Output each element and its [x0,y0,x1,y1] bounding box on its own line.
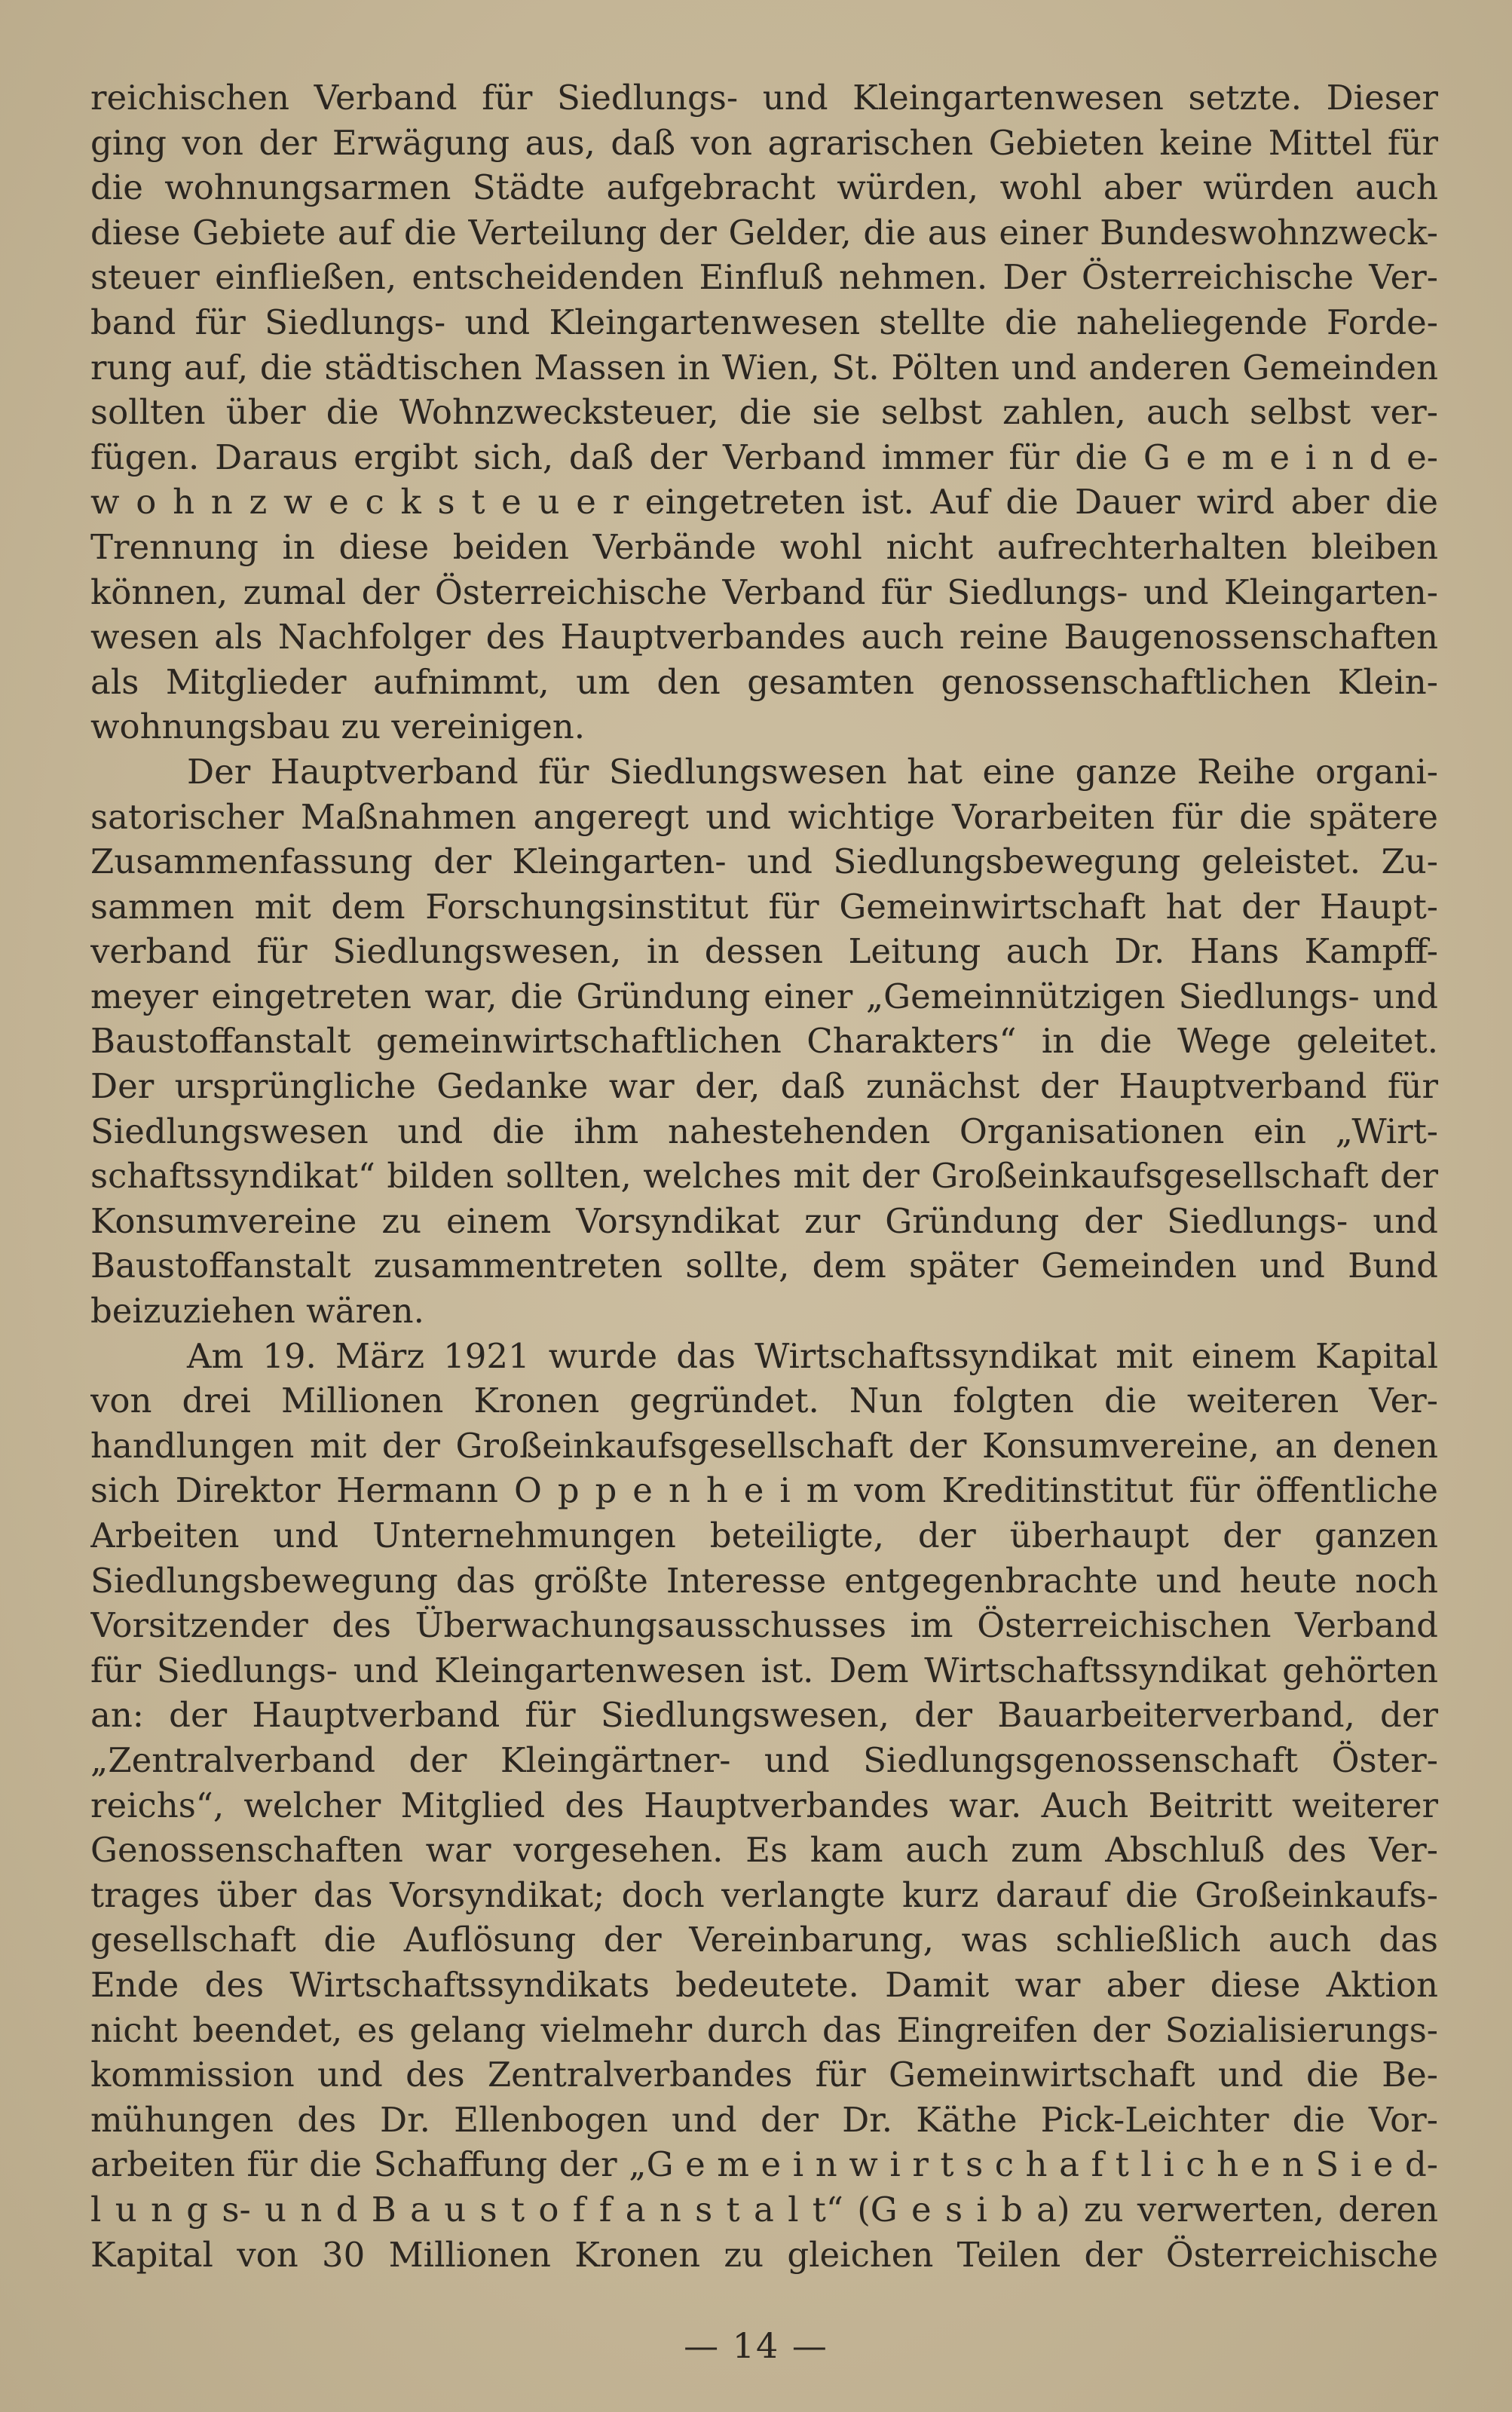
body-text [90,75,1438,2277]
text-line: wesen als Nachfolger des Hauptverbandes auch reine Baugenossenschaften [90,617,1438,657]
text-line: diese Gebiete auf die Verteilung der Gelder, die aus einer Bundeswohnzweck- [90,212,1438,253]
paragraph-start-line: Am 19. März 1921 wurde das Wirtschaftssyndikat mit einem Kapital [187,1335,1438,1376]
text-line: Der ursprüngliche Gedanke war der, daß zunächst der Hauptverband für [90,1066,1438,1107]
text-line: Arbeiten und Unternehmungen beteiligte, der überhaupt der ganzen [90,1516,1438,1555]
paragraph-start-line: Der Hauptverband für Siedlungswesen hat eine ganze Reihe organi- [187,751,1438,792]
text-line: Siedlungswesen und die ihm nahestehenden Organisationen ein „Wirt- [90,1111,1438,1151]
text-line: l u n g s- u n d B a u s t o f f a n s t a l t“ (G e s i b a) zu verwerten, deren [90,2189,1438,2230]
text-line: sammen mit dem Forschungsinstitut für Gemeinwirtschaft hat der Haupt- [90,886,1438,927]
text-line: steuer einfließen, entscheidenden Einfluß nehmen. Der Österreichische Ver- [90,257,1438,298]
text-line: verband für Siedlungswesen, in dessen Leitung auch Dr. Hans Kampff- [90,931,1438,972]
text-line: kommission und des Zentralverbandes für Gemeinwirtschaft und die Be- [90,2055,1438,2095]
text-line: beizuziehen wären. [90,1291,424,1332]
text-line: die wohnungsarmen Städte aufgebracht würden, wohl aber würden auch [90,167,1438,208]
text-line: sich Direktor Hermann O p p e n h e i m vom Kreditinstitut für öffentliche [90,1470,1438,1511]
text-line: arbeiten für die Schaffung der „G e m e i n w i r t s c h a f t l i c h e n S i e d- [90,2144,1438,2185]
text-line: Trennung in diese beiden Verbände wohl nicht aufrechterhalten bleiben [90,526,1438,567]
text-line: Genossenschaften war vorgesehen. Es kam auch zum Abschluß des Ver- [90,1830,1438,1871]
text-line: Vorsitzender des Überwachungsausschusses im Österreichischen Verband [90,1605,1438,1646]
text-line: Baustoffanstalt gemeinwirtschaftlichen Charakters“ in die Wege geleitet. [90,1021,1438,1062]
page-number: — 14 — [684,2325,828,2366]
text-line: Siedlungsbewegung das größte Interesse entgegenbrachte und heute noch [90,1560,1438,1601]
text-line: handlungen mit der Großeinkaufsgesellschaft der Konsumvereine, an denen [90,1425,1438,1466]
text-line: mühungen des Dr. Ellenbogen und der Dr. Käthe Pick-Leichter die Vor- [90,2099,1438,2140]
text-line: schaftssyndikat“ bilden sollten, welches mit der Großeinkaufsgesellschaft der [90,1156,1438,1197]
text-line: können, zumal der Österreichische Verband für Siedlungs- und Kleingarten- [90,572,1438,612]
text-line: trages über das Vorsyndikat; doch verlangte kurz darauf die Großeinkaufs- [90,1874,1438,1915]
text-line: als Mitglieder aufnimmt, um den gesamten genossenschaftlichen Klein- [90,661,1438,702]
text-line: Kapital von 30 Millionen Kronen zu gleichen Teilen der Österreichische [90,2234,1438,2275]
text-line: von drei Millionen Kronen gegründet. Nun folgten die weiteren Ver- [90,1381,1438,1421]
text-line: satorischer Maßnahmen angeregt und wichtige Vorarbeiten für die spätere [90,796,1438,837]
text-line: für Siedlungs- und Kleingartenwesen ist. Dem Wirtschaftssyndikat gehörten [90,1650,1438,1690]
text-line: nicht beendet, es gelang vielmehr durch das Eingreifen der Sozialisierungs- [90,2009,1438,2050]
text-line: band für Siedlungs- und Kleingartenwesen stellte die naheliegende Forde- [90,302,1438,342]
text-line: Konsumvereine zu einem Vorsyndikat zur Gründung der Siedlungs- und [90,1200,1438,1241]
text-line: Zusammenfassung der Kleingarten- und Siedlungsbewegung geleistet. Zu- [90,841,1438,882]
text-line: rung auf, die städtischen Massen in Wien, St. Pölten und anderen Gemeinden [90,347,1438,388]
text-line: Baustoffanstalt zusammentreten sollte, dem später Gemeinden und Bund [90,1246,1438,1286]
text-line: w o h n z w e c k s t e u e r eingetreten ist. Auf die Dauer wird aber die [90,482,1438,523]
text-line: Ende des Wirtschaftssyndikats bedeutete. Damit war aber diese Aktion [90,1964,1438,2005]
text-line: wohnungsbau zu vereinigen. [90,706,586,747]
text-line: gesellschaft die Auflösung der Vereinbarung, was schließlich auch das [90,1920,1438,1960]
text-line: an: der Hauptverband für Siedlungswesen, der Bauarbeiterverband, der [90,1695,1438,1736]
text-line: reichischen Verband für Siedlungs- und Kleingartenwesen setzte. Dieser [90,78,1438,118]
text-line: meyer eingetreten war, die Gründung einer „Gemeinnützigen Siedlungs- und [90,976,1438,1016]
text-line: reichs“, welcher Mitglied des Hauptverbandes war. Auch Beitritt weiterer [90,1785,1438,1825]
text-line: ging von der Erwägung aus, daß von agrarischen Gebieten keine Mittel für [90,122,1438,163]
text-line: „Zentralverband der Kleingärtner- und Siedlungsgenossenschaft Öster- [90,1739,1438,1780]
text-line: fügen. Daraus ergibt sich, daß der Verband immer für die G e m e i n d e- [90,437,1438,477]
text-line: sollten über die Wohnzwecksteuer, die sie selbst zahlen, auch selbst ver- [90,392,1438,433]
